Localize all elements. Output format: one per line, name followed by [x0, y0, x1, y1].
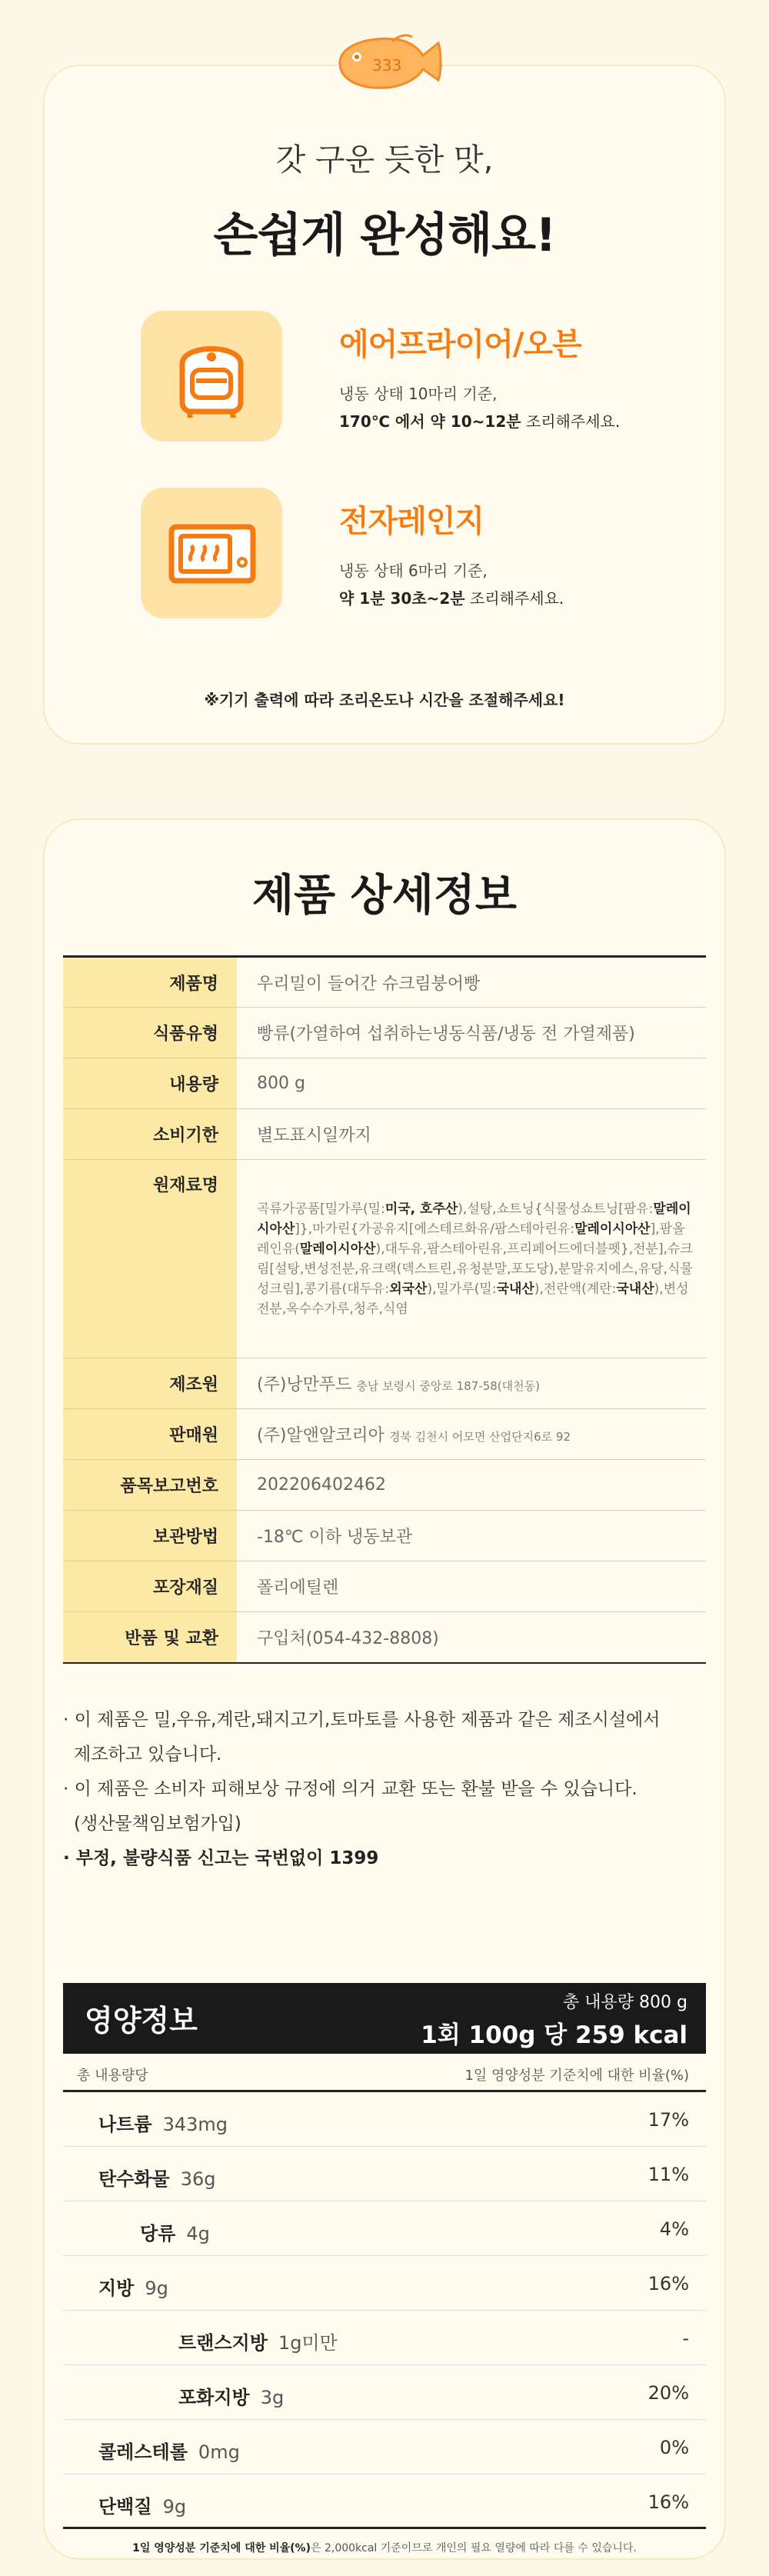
ingredient-origin: 말레이시아산 — [574, 1221, 651, 1237]
spec-key: 식품유형 — [63, 1008, 237, 1058]
spec-row — [63, 1460, 706, 1511]
spec-row — [63, 1160, 706, 1358]
spec-key: 판매원 — [63, 1409, 237, 1460]
spec-value: 202206402462 — [237, 1460, 706, 1511]
nutrient-amount: 1g미만 — [278, 2332, 338, 2354]
spec-key: 반품 및 교환 — [63, 1612, 237, 1663]
nutrition-header — [63, 1983, 706, 2054]
spec-value: 폴리에틸렌 — [237, 1561, 706, 1612]
spec-value — [237, 1358, 706, 1409]
nutrition-subheader — [63, 2054, 706, 2092]
spec-row — [63, 1109, 706, 1160]
nutrient-amount: 3g — [260, 2387, 285, 2408]
nutrient-amount: 343mg — [162, 2114, 228, 2135]
ingredient-text: ),설탕,쇼트닝{식물성쇼트닝[팜유: — [458, 1201, 654, 1217]
ingredient-origin: 국내산 — [496, 1281, 534, 1297]
nutrition-row — [63, 2311, 706, 2365]
product-info-card — [45, 820, 724, 2558]
spec-value — [237, 1409, 706, 1460]
note-line: · 부정, 불량식품 신고는 국번없이 1399 — [63, 1848, 379, 1868]
spec-row — [63, 1008, 706, 1058]
nutrient-name — [98, 2109, 228, 2136]
fish-bread-logo — [329, 29, 444, 92]
spec-row — [63, 1612, 706, 1663]
spec-key: 소비기한 — [63, 1109, 237, 1160]
nutrient-amount: 0mg — [198, 2441, 240, 2463]
nutrient-amount: 9g — [145, 2278, 168, 2299]
microwave-icon-box — [141, 488, 282, 618]
nutrient-name — [98, 2164, 216, 2191]
ingredient-origin: 국내산 — [616, 1281, 654, 1297]
note-line: (생산물책임보험가입) — [74, 1814, 241, 1834]
ingredient-text: ),변성전분,옥수수가루,청주,식염 — [257, 1281, 689, 1317]
method-instruction — [339, 409, 620, 432]
seller-address: 경북 김천시 어모면 산업단지6로 92 — [388, 1430, 571, 1444]
nutrition-row — [63, 2474, 706, 2529]
ingredient-text: 곡류가공품[밀가루(밀: — [257, 1201, 385, 1217]
footnote-bold: 1일 영양성분 기준치에 대한 비율(%) — [132, 2542, 311, 2554]
method-basis: 냉동 상태 6마리 기준, — [339, 562, 488, 580]
ingredient-origin: 말레이시아산 — [257, 1201, 691, 1237]
ingredient-text: ),밀가루(밀: — [427, 1281, 497, 1297]
nutrient-percent: 4% — [659, 2218, 689, 2240]
microwave-icon — [165, 507, 258, 599]
nutrition-title: 영양정보 — [85, 2004, 198, 2038]
nutrient-name — [140, 2218, 210, 2245]
method-basis: 냉동 상태 10마리 기준, — [339, 385, 498, 403]
ingredient-text: ],팜올레인유( — [257, 1221, 685, 1257]
footnote-rest: 은 2,000kcal 기준이므로 개인의 필요 열량에 따라 다를 수 있습니다. — [310, 2542, 637, 2554]
method-air-fryer — [141, 311, 694, 442]
nutrient-label: 당류 — [140, 2223, 176, 2244]
ingredient-text: ),전란액(계란: — [534, 1281, 617, 1297]
nutrient-label: 탄수화물 — [98, 2168, 170, 2190]
ingredient-origin: 말레이시아산 — [299, 1241, 376, 1257]
ingredient-origin: 미국, 호주산 — [384, 1201, 458, 1217]
spec-row — [63, 957, 706, 1008]
spec-row — [63, 1358, 706, 1409]
nutrient-label: 콜레스테롤 — [98, 2441, 188, 2463]
air-fryer-icon-box — [141, 311, 282, 442]
nutrient-percent: 20% — [647, 2382, 689, 2404]
nutrient-label: 단백질 — [98, 2496, 152, 2518]
spec-row — [63, 1058, 706, 1109]
spec-value: -18℃ 이하 냉동보관 — [237, 1511, 706, 1561]
nutrient-name — [178, 2328, 338, 2354]
nutrient-name — [178, 2382, 284, 2409]
spec-key: 품목보고번호 — [63, 1460, 237, 1511]
product-info-title: 제품 상세정보 — [251, 871, 518, 921]
method-time: 약 1분 30초~2분 — [339, 589, 465, 608]
spec-row — [63, 1409, 706, 1460]
spec-value: 구입처(054-432-8808) — [237, 1612, 706, 1663]
method-title: 에어프라이어/오븐 — [339, 327, 581, 362]
nutrient-label: 포화지방 — [178, 2387, 250, 2408]
spec-key: 제조원 — [63, 1358, 237, 1409]
spec-row — [63, 1511, 706, 1561]
nutrient-label: 트랜스지방 — [178, 2332, 268, 2354]
nutrition-total: 총 내용량 800 g — [563, 1993, 687, 2012]
ingredient-text: ]},마가린{가공유지[에스테르화유/팜스테아린유: — [295, 1221, 575, 1237]
nutrient-label: 나트륨 — [98, 2114, 152, 2135]
nutrition-sub-right: 1일 영양성분 기준치에 대한 비율(%) — [464, 2068, 689, 2084]
nutrient-amount: 4g — [186, 2223, 210, 2244]
cooking-note: ※기기 출력에 따라 조리온도나 시간을 조절해주세요! — [204, 691, 565, 709]
note-line: · 이 제품은 소비자 피해보상 규정에 의거 교환 또는 환불 받을 수 있습니다. — [63, 1779, 638, 1799]
spec-key: 원재료명 — [63, 1160, 237, 1358]
air-fryer-icon — [165, 330, 258, 422]
ingredient-text: ),대두유,팜스테아린유,프리페어드에더블펫},전분],슈크림[설탕,변성전분,유크랙(덱스트린,유청분말,포도당),분말유지에스,유당,식물성크림],콩기름(대두유: — [257, 1241, 693, 1297]
spec-value: 우리밀이 들어간 슈크림붕어빵 — [237, 957, 706, 1008]
fish-mark-text: 333 — [372, 56, 402, 75]
nutrient-percent: 17% — [647, 2109, 689, 2131]
product-spec-table — [63, 955, 706, 1664]
nutrition-row — [63, 2092, 706, 2147]
spec-key: 제품명 — [63, 957, 237, 1008]
cooking-title: 손쉽게 완성해요! — [213, 208, 556, 262]
nutrition-sub-left: 총 내용량당 — [77, 2068, 148, 2084]
method-instruction — [339, 586, 564, 608]
nutrition-row — [63, 2201, 706, 2256]
manufacturer-name: (주)낭만푸드 — [257, 1375, 352, 1395]
method-instruction-rest: 조리해주세요. — [521, 412, 621, 431]
nutrition-row — [63, 2365, 706, 2420]
note-line: 제조하고 있습니다. — [74, 1745, 222, 1765]
method-time: 170℃ 에서 약 10~12분 — [339, 412, 521, 431]
spec-value: 빵류(가열하여 섭취하는냉동식품/냉동 전 가열제품) — [237, 1008, 706, 1058]
nutrition-footnote — [63, 2540, 706, 2555]
manufacturer-address: 충남 보령시 중앙로 187-58(대천동) — [356, 1379, 540, 1393]
nutrition-row — [63, 2147, 706, 2201]
nutrient-name — [98, 2273, 168, 2300]
nutrition-row — [63, 2256, 706, 2311]
nutrient-amount: 36g — [180, 2168, 216, 2190]
spec-value: 별도표시일까지 — [237, 1109, 706, 1160]
ingredient-origin: 외국산 — [389, 1281, 428, 1297]
spec-key: 보관방법 — [63, 1511, 237, 1561]
nutrient-percent: 16% — [647, 2491, 689, 2513]
nutrition-list — [63, 2092, 706, 2529]
nutrient-percent: 16% — [647, 2273, 689, 2294]
method-microwave — [141, 488, 694, 618]
nutrient-name — [98, 2437, 240, 2464]
nutrient-amount: 9g — [162, 2496, 187, 2518]
nutrient-label: 지방 — [98, 2278, 135, 2299]
nutrition-row — [63, 2420, 706, 2474]
cooking-subtitle: 갓 구운 듯한 맛, — [275, 142, 494, 178]
method-title: 전자레인지 — [339, 504, 484, 539]
nutrient-percent: 11% — [647, 2164, 689, 2185]
cooking-guide-card — [45, 66, 724, 743]
nutrient-percent: - — [682, 2328, 689, 2349]
nutrient-name — [98, 2491, 186, 2518]
nutrition-serving: 1회 100g 당 259 kcal — [421, 2021, 687, 2049]
spec-row — [63, 1561, 706, 1612]
nutrient-percent: 0% — [659, 2437, 689, 2458]
spec-value: 800 g — [237, 1058, 706, 1109]
spec-key: 포장재질 — [63, 1561, 237, 1612]
spec-key: 내용량 — [63, 1058, 237, 1109]
ingredients-value — [237, 1160, 706, 1358]
method-instruction-rest: 조리해주세요. — [464, 589, 564, 608]
note-line: · 이 제품은 밀,우유,계란,돼지고기,토마토를 사용한 제품과 같은 제조시설에서 — [63, 1710, 661, 1730]
product-notes — [63, 1703, 706, 1876]
seller-name: (주)알앤알코리아 — [257, 1426, 384, 1445]
